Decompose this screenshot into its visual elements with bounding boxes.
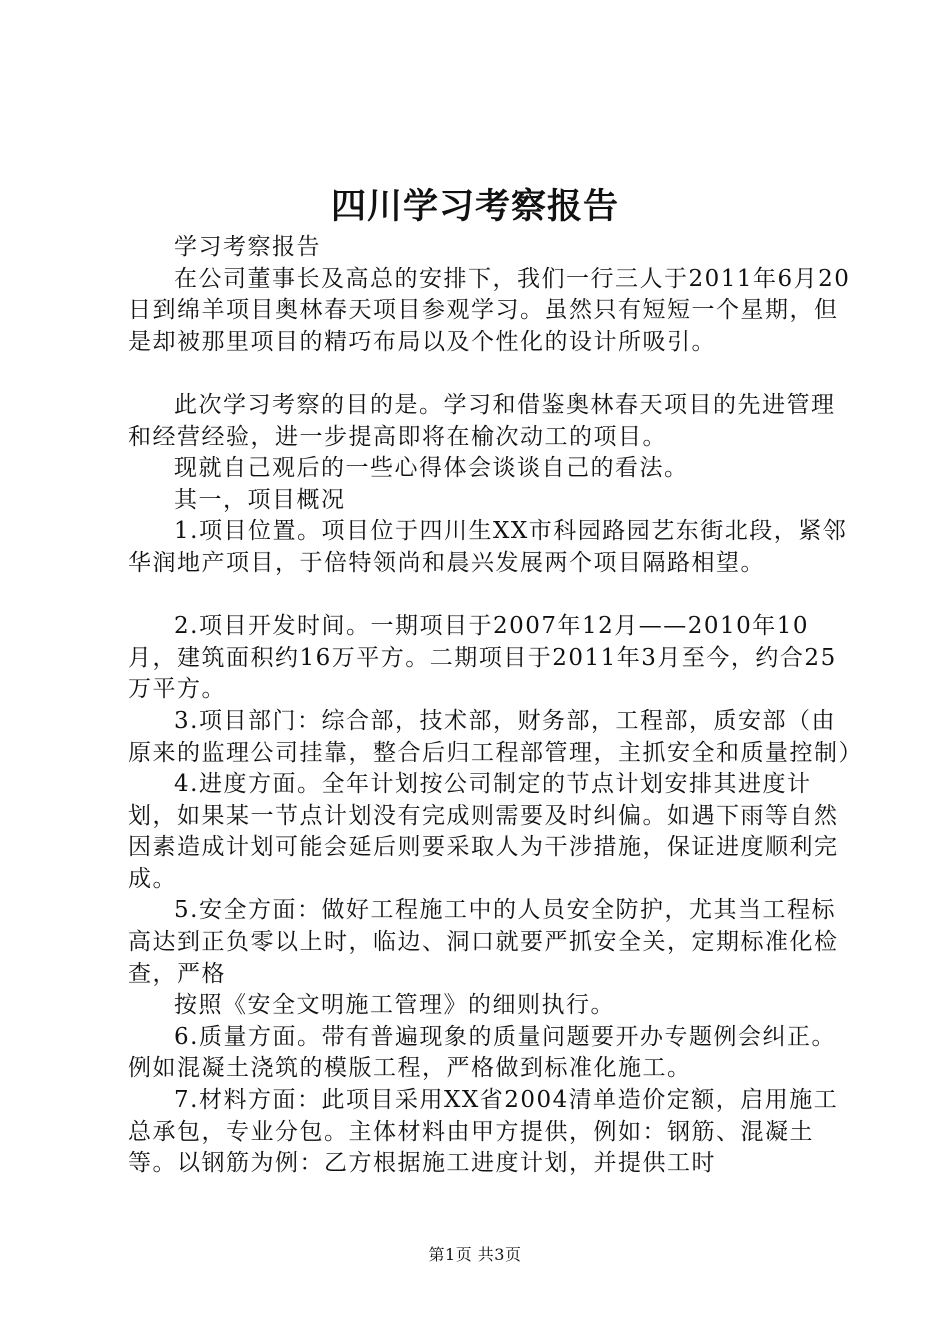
- paragraph-item-1: 1.项目位置。项目位于四川生XX市科园路园艺东街北段，紧邻华润地产项目，于倍特领尚和晨兴发展两个项目隔路相望。: [128, 518, 848, 576]
- section-heading-overview: 其一，项目概况: [174, 486, 346, 513]
- document-body: [128, 232, 863, 1180]
- paragraph-item-5: 5.安全方面：做好工程施工中的人员安全防护，尤其当工程标高达到正负零以上时，临边、洞口就要严抓安全关，定期标准化检查，严格: [128, 897, 839, 987]
- paragraph-item-6: 6.质量方面。带有普遍现象的质量问题要开办专题例会纠正。例如混凝土浇筑的模版工程，严格做到标准化施工。: [128, 1023, 836, 1082]
- paragraph-item-5-continued: 按照《安全文明施工管理》的细则执行。: [174, 992, 615, 1019]
- paragraph-item-3: 3.项目部门：综合部，技术部，财务部，工程部，质安部（由原来的监理公司挂靠，整合后归工程部管理，主抓安全和质量控制）: [128, 707, 863, 766]
- paragraph-intro: 在公司董事长及高总的安排下，我们一行三人于2011年6月20日到绵羊项目奥林春天项目参观学习。虽然只有短短一个星期，但是却被那里项目的精巧布局以及个性化的设计所吸引。: [128, 265, 851, 355]
- document-title: 四川学习考察报告: [330, 186, 619, 227]
- paragraph-purpose: 此次学习考察的目的是。学习和借鉴奥林春天项目的先进管理和经营经验，进一步提高即将在榆次动工的项目。: [128, 391, 836, 450]
- page-footer: 第1页 共3页: [428, 1245, 522, 1264]
- paragraph-opinion: 现就自己观后的一些心得体会谈谈自己的看法。: [174, 455, 689, 482]
- paragraph-subtitle: 学习考察报告: [174, 234, 321, 260]
- paragraph-item-2: 2.项目开发时间。一期项目于2007年12月——2010年10月，建筑面积约16万平方。二期项目于2011年3月至今，约合25万平方。: [128, 613, 837, 703]
- paragraph-item-7: 7.材料方面：此项目采用XX省2004清单造价定额，启用施工总承包，专业分包。主体材料由甲方提供，例如：钢筋、混凝土等。以钢筋为例：乙方根据施工进度计划，并提供工时: [128, 1087, 839, 1177]
- paragraph-item-4: 4.进度方面。全年计划按公司制定的节点计划安排其进度计划，如果某一节点计划没有完成则需要及时纠偏。如遇下雨等自然因素造成计划可能会延后则要采取人为干涉措施，保证进度顺利完成。: [128, 771, 839, 892]
